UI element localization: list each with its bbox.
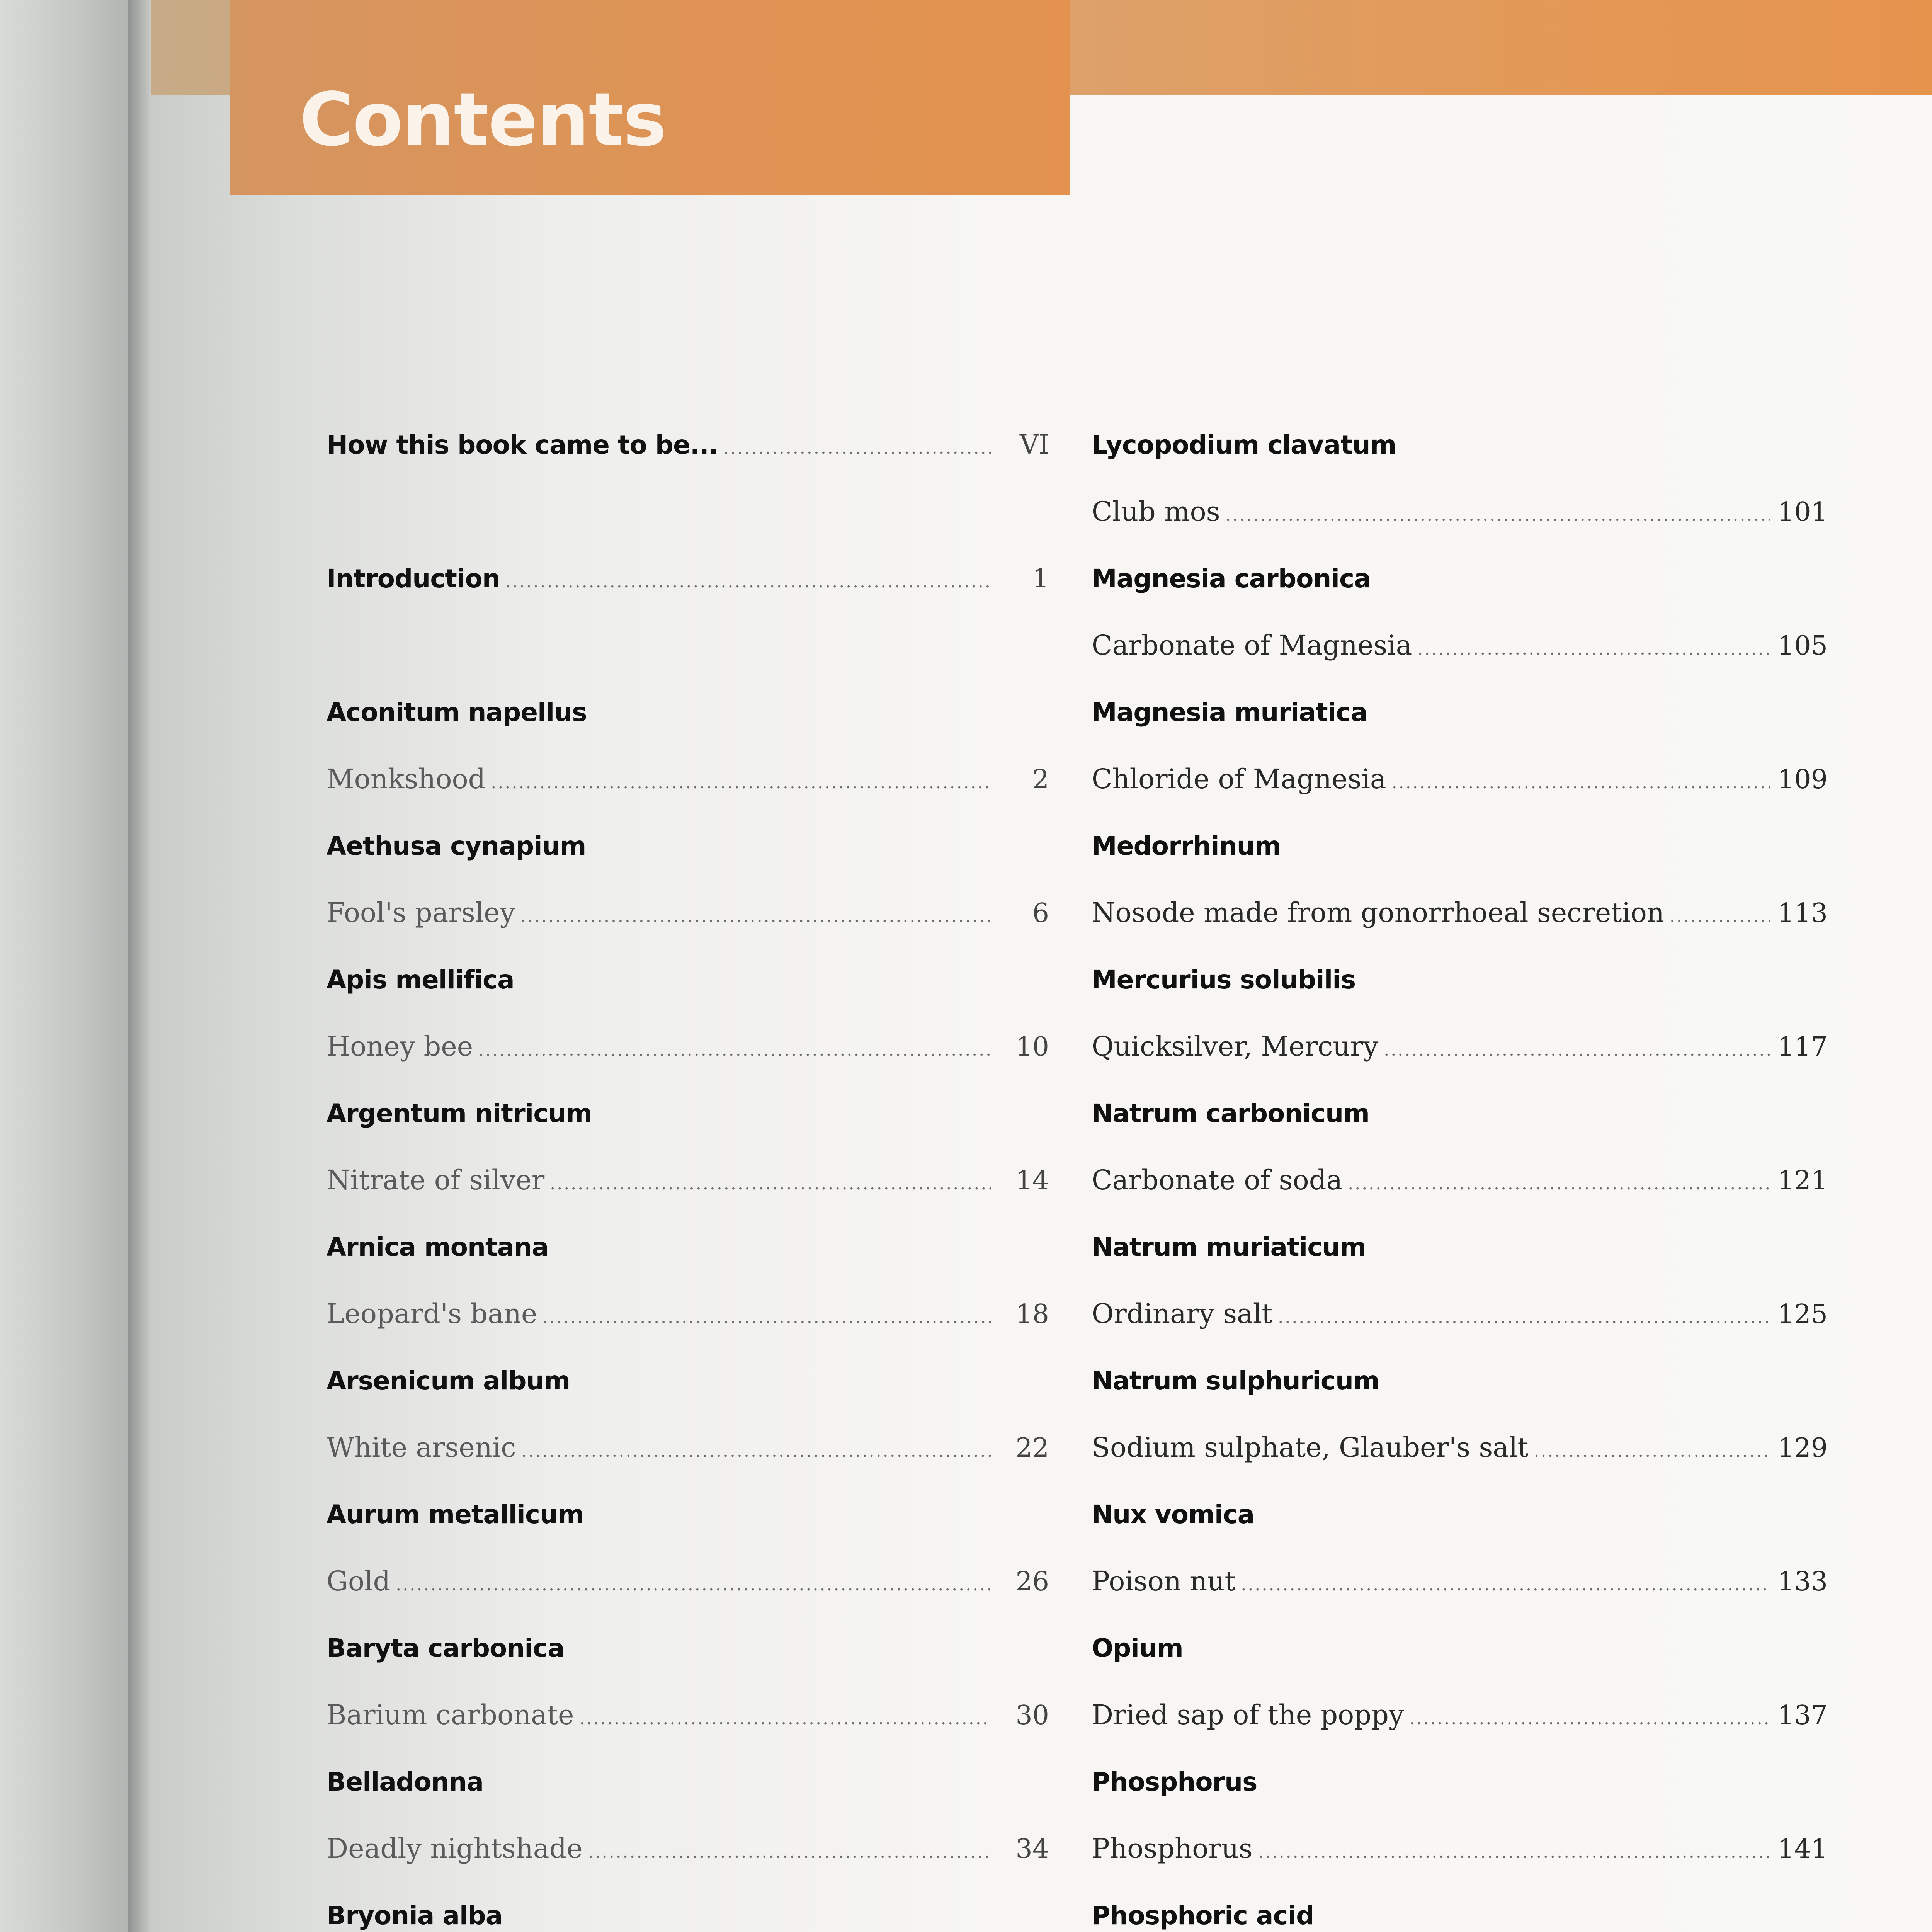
toc-remedy-heading (1092, 1347, 1828, 1414)
toc-entry (1092, 746, 1828, 813)
page-number-ref: 14 (1015, 1165, 1049, 1196)
remedy-name: Magnesia muriatica (1092, 697, 1367, 727)
entry-description: Honey bee (327, 1031, 473, 1062)
toc-entry (327, 1548, 1049, 1615)
page-number-ref: 121 (1777, 1165, 1828, 1196)
dot-leader (1348, 1150, 1770, 1214)
entry-description: Leopard's bane (327, 1298, 537, 1330)
toc-right-column (1092, 412, 1828, 1932)
remedy-name: Argentum nitricum (327, 1099, 592, 1128)
dot-leader (723, 415, 991, 478)
toc-entry (327, 1414, 1049, 1481)
dot-leader (1226, 482, 1770, 545)
entry-description: Dried sap of the poppy (1092, 1699, 1404, 1731)
page-number-ref: 105 (1777, 631, 1828, 661)
dot-leader (396, 1551, 991, 1615)
toc-remedy-heading (327, 1882, 1049, 1932)
remedy-name: Opium (1092, 1633, 1183, 1663)
toc-entry (1092, 1682, 1828, 1748)
dot-leader (520, 883, 991, 946)
entry-description: Carbonate of soda (1092, 1164, 1343, 1196)
page-number-ref: 125 (1777, 1299, 1828, 1330)
remedy-name: Phosphorus (1092, 1767, 1257, 1797)
entry-description: Club mos (1092, 496, 1220, 527)
remedy-name: Aethusa cynapium (327, 831, 586, 861)
dot-leader (1258, 1819, 1770, 1882)
toc-remedy-heading (327, 1615, 1049, 1682)
toc-left-column (327, 412, 1049, 1932)
toc-remedy-heading (1092, 545, 1828, 612)
page-number-ref: 117 (1777, 1032, 1828, 1062)
remedy-name: Baryta carbonica (327, 1633, 565, 1663)
toc-entry (1092, 879, 1828, 946)
remedy-name: Belladonna (327, 1767, 483, 1797)
remedy-name: Apis mellifica (327, 965, 514, 995)
page-number-ref: 113 (1777, 898, 1828, 929)
page-number-ref: 34 (1015, 1834, 1049, 1864)
entry-description: Barium carbonate (327, 1699, 574, 1731)
remedy-name: Natrum carbonicum (1092, 1099, 1369, 1128)
toc-entry (327, 746, 1049, 813)
page-number-ref: 30 (1015, 1700, 1049, 1731)
toc-remedy-heading (1092, 813, 1828, 879)
entry-description: Gold (327, 1565, 391, 1597)
page-number-ref: 109 (1777, 764, 1828, 795)
dot-leader (491, 749, 991, 813)
dot-leader (478, 1017, 991, 1080)
dot-leader (1241, 1551, 1770, 1615)
toc-remedy-heading (327, 1080, 1049, 1147)
toc-remedy-heading (327, 1214, 1049, 1281)
page-number-ref: 141 (1777, 1834, 1828, 1864)
remedy-name: Nux vomica (1092, 1500, 1255, 1529)
dot-leader (1278, 1284, 1770, 1347)
toc-spacer (327, 478, 1049, 545)
toc-entry (327, 879, 1049, 946)
toc-entry (1092, 612, 1828, 679)
page-number-ref: 101 (1777, 497, 1828, 527)
remedy-name: Phosphoric acid (1092, 1901, 1314, 1930)
toc-entry (327, 1682, 1049, 1748)
toc-remedy-heading (1092, 1481, 1828, 1548)
remedy-name: Bryonia alba (327, 1901, 503, 1930)
page-title: Contents (299, 77, 666, 162)
toc-entry (1092, 478, 1828, 545)
toc-section-entry (327, 412, 1049, 478)
dot-leader (588, 1819, 991, 1882)
page-number-ref: 1 (1032, 563, 1049, 594)
page-number-ref: 10 (1015, 1032, 1049, 1062)
toc-entry (1092, 1013, 1828, 1080)
entry-description: Deadly nightshade (327, 1833, 583, 1864)
spine-shadow (128, 0, 151, 1932)
dot-leader (505, 548, 991, 612)
page-number-ref: 18 (1015, 1299, 1049, 1330)
section-title: How this book came to be... (327, 430, 718, 460)
remedy-name: Magnesia carbonica (1092, 564, 1371, 594)
toc-remedy-heading (1092, 679, 1828, 746)
page-number-ref: 26 (1015, 1566, 1049, 1597)
toc-remedy-heading (327, 1347, 1049, 1414)
dot-leader (1392, 749, 1770, 813)
entry-description: Quicksilver, Mercury (1092, 1031, 1379, 1062)
dot-leader (1534, 1418, 1770, 1481)
dot-leader (1384, 1017, 1770, 1080)
entry-description: Ordinary salt (1092, 1298, 1273, 1330)
dot-leader (521, 1418, 991, 1481)
entry-description: Carbonate of Magnesia (1092, 629, 1412, 661)
toc-entry (1092, 1414, 1828, 1481)
entry-description: Sodium sulphate, Glauber's salt (1092, 1432, 1529, 1463)
remedy-name: Aurum metallicum (327, 1500, 584, 1529)
toc-remedy-heading (327, 1481, 1049, 1548)
toc-section-entry (327, 545, 1049, 612)
remedy-name: Natrum muriaticum (1092, 1232, 1366, 1262)
dot-leader (543, 1284, 991, 1347)
dot-leader (1670, 883, 1770, 946)
toc-remedy-heading (327, 679, 1049, 746)
toc-remedy-heading (327, 813, 1049, 879)
toc-remedy-heading (1092, 1615, 1828, 1682)
entry-description: White arsenic (327, 1432, 516, 1463)
entry-description: Nitrate of silver (327, 1164, 545, 1196)
entry-description: Poison nut (1092, 1565, 1236, 1597)
page-number-ref: 137 (1777, 1700, 1828, 1731)
remedy-name: Arsenicum album (327, 1366, 570, 1396)
toc-entry (1092, 1548, 1828, 1615)
remedy-name: Lycopodium clavatum (1092, 430, 1396, 460)
section-title: Introduction (327, 564, 500, 594)
remedy-name: Mercurius solubilis (1092, 965, 1356, 995)
dot-leader (1417, 616, 1770, 679)
entry-description: Monkshood (327, 763, 486, 795)
entry-description: Nosode made from gonorrhoeal secretion (1092, 897, 1664, 929)
remedy-name: Arnica montana (327, 1232, 549, 1262)
page-number-ref: 129 (1777, 1433, 1828, 1463)
dot-leader (579, 1685, 991, 1748)
page-number-ref: VI (1020, 430, 1049, 460)
page-number-ref: 133 (1777, 1566, 1828, 1597)
toc-entry (327, 1281, 1049, 1347)
toc-entry (1092, 1147, 1828, 1214)
dot-leader (1410, 1685, 1770, 1748)
entry-description: Chloride of Magnesia (1092, 763, 1386, 795)
toc-entry (327, 1147, 1049, 1214)
remedy-name: Medorrhinum (1092, 831, 1281, 861)
toc-entry (1092, 1281, 1828, 1347)
toc-entry (327, 1815, 1049, 1882)
toc-remedy-heading (1092, 946, 1828, 1013)
left-page-edge (0, 0, 128, 1932)
remedy-name: Aconitum napellus (327, 697, 587, 727)
toc-remedy-heading (1092, 1080, 1828, 1147)
page-number-ref: 22 (1015, 1433, 1049, 1463)
toc-entry (327, 1013, 1049, 1080)
toc-remedy-heading (1092, 412, 1828, 478)
entry-description: Phosphorus (1092, 1833, 1253, 1864)
page-number-ref: 2 (1032, 764, 1049, 795)
remedy-name: Natrum sulphuricum (1092, 1366, 1379, 1396)
toc-spacer (327, 612, 1049, 679)
entry-description: Fool's parsley (327, 897, 515, 929)
toc-remedy-heading (327, 946, 1049, 1013)
toc-remedy-heading (1092, 1882, 1828, 1932)
toc-entry (1092, 1815, 1828, 1882)
toc-remedy-heading (327, 1748, 1049, 1815)
page-number-ref: 6 (1032, 898, 1049, 929)
toc-remedy-heading (1092, 1748, 1828, 1815)
dot-leader (550, 1150, 991, 1214)
toc-remedy-heading (1092, 1214, 1828, 1281)
